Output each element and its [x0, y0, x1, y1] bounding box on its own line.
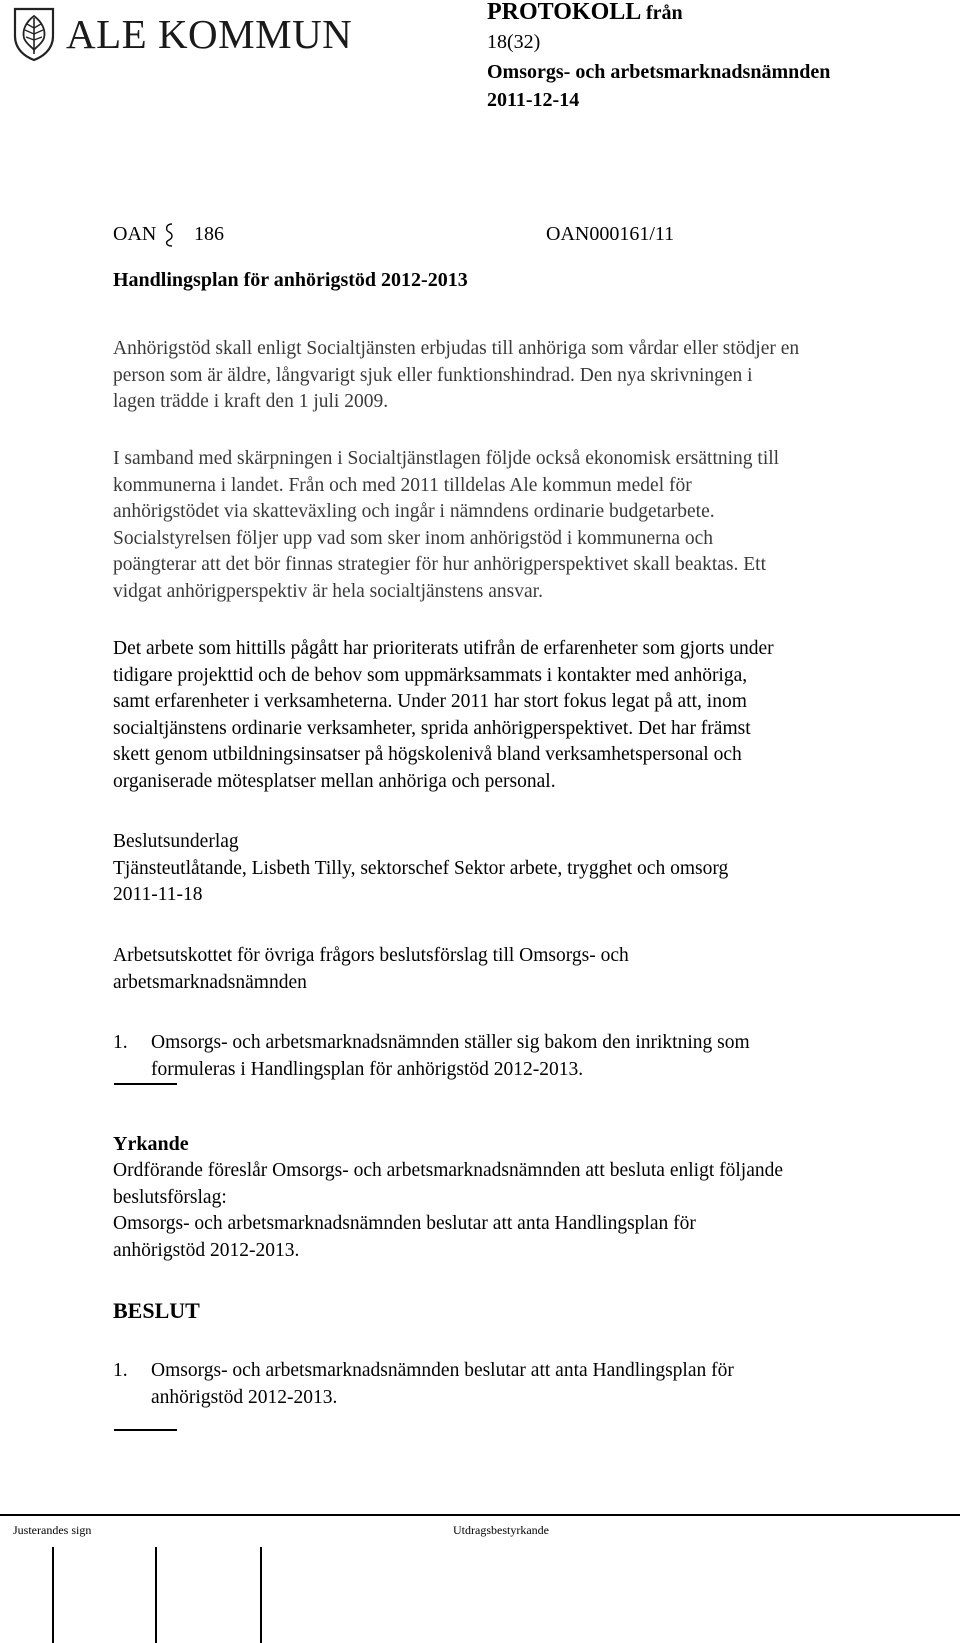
- text-line: skett genom utbildningsinsatser på högskolenivå bland verksamhetspersonal och: [113, 744, 742, 765]
- text-line: vidgat anhörigperspektiv är hela socialtjänstens ansvar.: [113, 580, 543, 602]
- paragraph-sign-icon: [162, 222, 176, 248]
- text-line: Arbetsutskottet för övriga frågors beslutsförslag till Omsorgs- och: [113, 945, 629, 966]
- logo-text: ALE KOMMUN: [66, 11, 353, 57]
- paragraph-work: [113, 636, 913, 795]
- case-prefix: OAN: [113, 223, 157, 245]
- yrkande-text: [113, 1158, 913, 1264]
- case-reference: OAN000161/11: [546, 223, 675, 245]
- committee-proposal-intro: [113, 943, 913, 996]
- board-name: Omsorgs- och arbetsmarknadsnämnden: [487, 61, 831, 83]
- text-line: poängterar att det bör finnas strategier för hur anhörigperspektivet skall beaktas. Ett: [113, 554, 767, 575]
- signature-label: Justerandes sign: [13, 1523, 92, 1537]
- text-line: I samband med skärpningen i Socialtjänstlagen följde också ekonomisk ersättning till: [113, 448, 780, 469]
- decision-item: [113, 1358, 913, 1411]
- case-number: 186: [194, 223, 224, 245]
- text-line: beslutsförslag:: [113, 1186, 227, 1208]
- text-line: Socialstyrelsen följer upp vad som sker inom anhörigstöd i kommunerna och: [113, 527, 714, 549]
- text-line: Omsorgs- och arbetsmarknadsnämnden beslutar att anta Handlingsplan för: [151, 1360, 734, 1381]
- text-line: lagen trädde i kraft den 1 juli 2009.: [113, 391, 389, 412]
- text-line: Ordförande föreslår Omsorgs- och arbetsmarknadsnämnden att besluta enligt följande: [113, 1160, 784, 1181]
- text-line: anhörigstödet via skatteväxling och ingår i nämndens ordinarie budgetarbete.: [113, 501, 715, 522]
- text-line: anhörigstöd 2012-2013.: [151, 1386, 338, 1408]
- yrkande-heading: Yrkande: [113, 1133, 189, 1155]
- divider: [114, 1083, 177, 1085]
- paragraph-funding: [113, 446, 913, 605]
- text-line: organiserade mötesplatser mellan anhöriga och personal.: [113, 770, 556, 792]
- text-line: Det arbete som hittills pågått har prioriterats utifrån de erfarenheter som gjorts under: [113, 638, 774, 659]
- protocol-label: PROTOKOLL: [487, 0, 640, 25]
- item-number: 1.: [113, 1032, 128, 1053]
- text-line: Anhörigstöd skall enligt Socialtjänsten erbjudas till anhöriga som vårdar eller stödjer en: [113, 338, 800, 359]
- text-line: samt erfarenheter i verksamheterna. Under 2011 har stort fokus legat på att, inom: [113, 691, 747, 712]
- signature-box-divider: [260, 1547, 262, 1643]
- page-number: 18(32): [487, 31, 541, 53]
- text-line: arbetsmarknadsnämnden: [113, 971, 307, 993]
- text-line: tidigare projekttid och de behov som uppmärksammats i kontakter med anhöriga,: [113, 664, 748, 686]
- item-number: 1.: [113, 1360, 128, 1381]
- paragraph-intro: [113, 336, 913, 416]
- signature-box-divider: [52, 1547, 54, 1643]
- text-line: Omsorgs- och arbetsmarknadsnämnden ställer sig bakom den inriktning som: [151, 1032, 750, 1053]
- document-title: Handlingsplan för anhörigstöd 2012-2013: [113, 269, 468, 291]
- text-line: kommunerna i landet. Från och med 2011 tilldelas Ale kommun medel för: [113, 474, 692, 496]
- text-line: formuleras i Handlingsplan för anhörigstöd 2012-2013.: [151, 1058, 584, 1080]
- proposal-item: [113, 1030, 913, 1083]
- signature-box-divider: [155, 1547, 157, 1643]
- beslut-heading: BESLUT: [113, 1298, 200, 1323]
- divider: [114, 1429, 177, 1431]
- protocol-from: från: [645, 2, 683, 24]
- protocol-title: [487, 0, 683, 24]
- text-line: person som är äldre, långvarigt sjuk eller funktionshindrad. Den nya skrivningen i: [113, 364, 753, 386]
- meeting-date: 2011-12-14: [487, 89, 580, 111]
- certification-label: Utdragsbestyrkande: [453, 1523, 549, 1537]
- text-line: Tjänsteutlåtande, Lisbeth Tilly, sektorschef Sektor arbete, trygghet och omsorg: [113, 857, 729, 879]
- text-line: Beslutsunderlag: [113, 831, 239, 852]
- text-line: socialtjänstens ordinarie verksamheter, sprida anhörigperspektivet. Det har främst: [113, 717, 751, 739]
- text-line: anhörigstöd 2012-2013.: [113, 1239, 300, 1261]
- decision-basis: [113, 829, 913, 909]
- footer-rule: [0, 1514, 960, 1516]
- text-line: Omsorgs- och arbetsmarknadsnämnden beslutar att anta Handlingsplan för: [113, 1213, 696, 1234]
- ale-kommun-logo-icon: [12, 6, 56, 62]
- text-line: 2011-11-18: [113, 884, 203, 905]
